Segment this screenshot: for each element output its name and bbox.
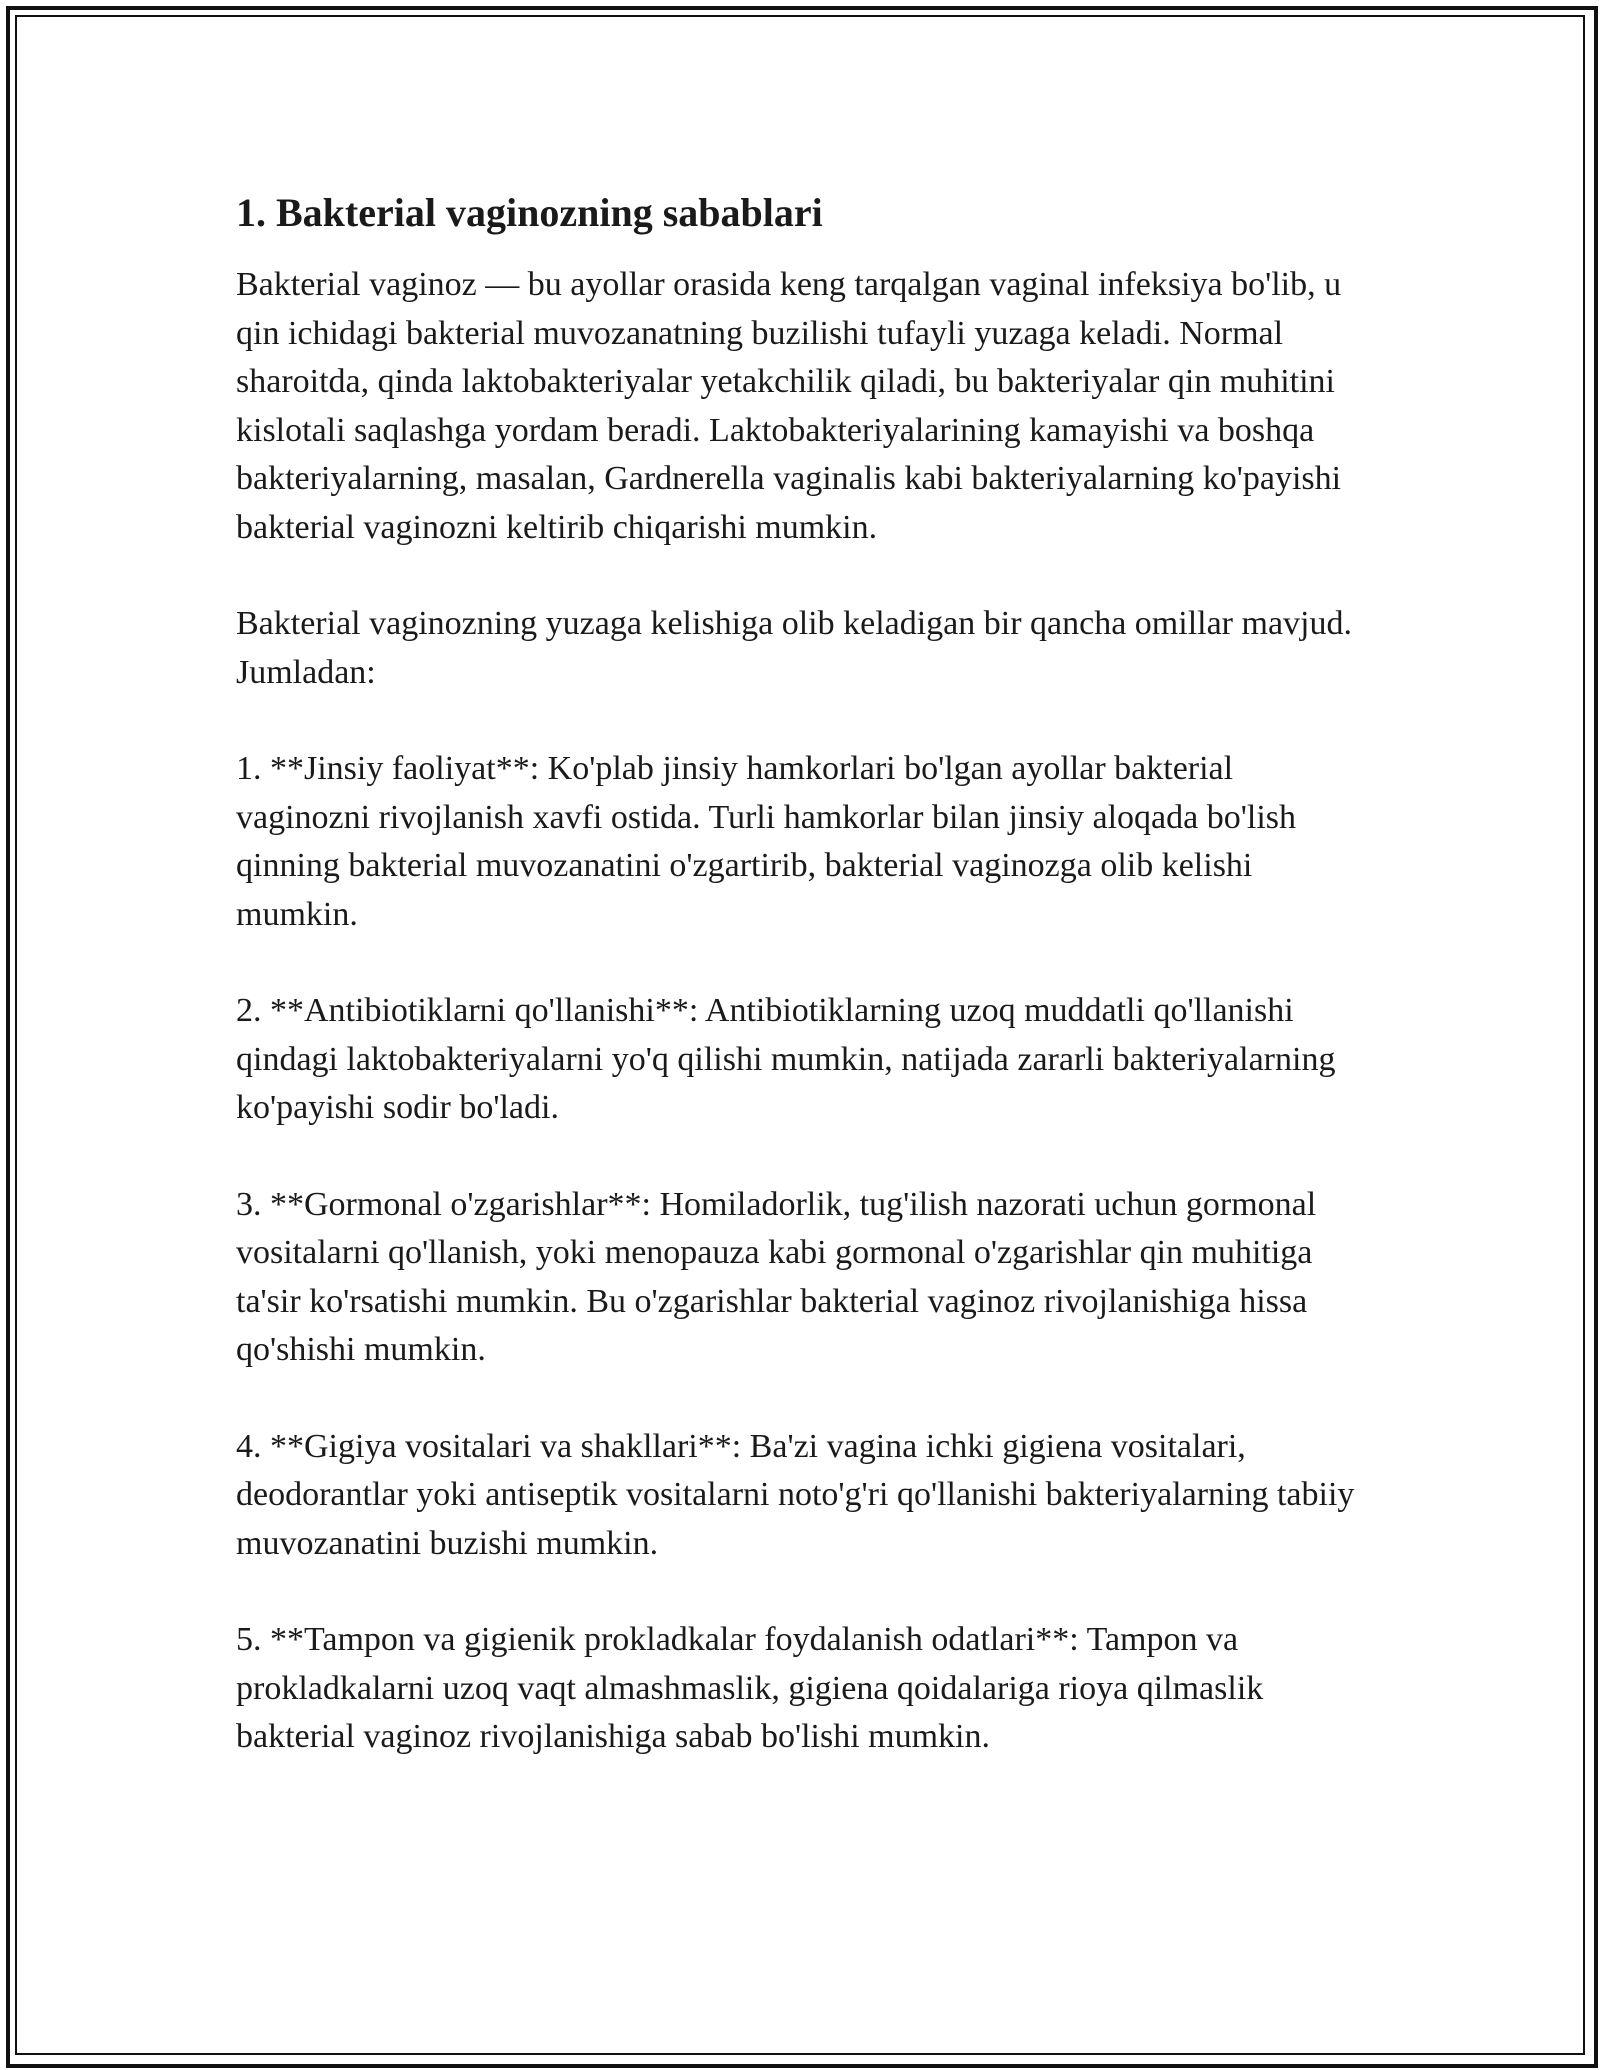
list-item-sexual-activity: 1. **Jinsiy faoliyat**: Ko'plab jinsiy hamkorlari bo'lgan ayollar bakterial vaginozni rivojlanish xavfi ostida. Turli hamkorlar bilan jinsiy aloqada bo'lish qinning bakterial muvozanatini o'zgartirib, bakterial vaginozga olib kelishi mumkin. [236,750,1296,933]
list-item-hygiene-products: 4. **Gigiya vositalari va shakllari**: Ba'zi vagina ichki gigiena vositalari, deodorantlar yoki antiseptik vositalarni noto'g'ri qo'llanishi bakteriyalarning tabiiy muvozanatini buzishi mumkin. [236,1427,1355,1562]
document-body [236,185,1366,1762]
list-item-tampon-habits: 5. **Tampon va gigienik prokladkalar foydalanish odatlari**: Tampon va prokladkalarni uzoq vaqt almashmaslik, gigiena qoidalariga rioya qilmaslik bakterial vaginoz rivojlanishiga sabab bo'lishi mumkin. [236,1621,1264,1755]
paragraph-intro: Bakterial vaginoz — bu ayollar orasida keng tarqalgan vaginal infeksiya bo'lib, u qin ichidagi bakterial muvozanatning buzilishi tufayli yuzaga keladi. Normal sharoitda, qinda laktobakteriyalar yetakchilik qiladi, bu bakteriyalar qin muhitini kislotali saqlashga yordam beradi. Laktobakteriyalarining kamayishi va boshqa bakteriyalarning, masalan, Gardnerella vaginalis kabi bakteriyalarning ko'payishi bakterial vaginozni keltirib chiqarishi mumkin. [236,266,1342,546]
list-item-hormonal-changes: 3. **Gormonal o'zgarishlar**: Homiladorlik, tug'ilish nazorati uchun gormonal vositalarni qo'llanish, yoki menopauza kabi gormonal o'zgarishlar qin muhitiga ta'sir ko'rsatishi mumkin. Bu o'zgarishlar bakterial vaginoz rivojlanishiga hissa qo'shishi mumkin. [236,1185,1317,1368]
list-item-antibiotics: 2. **Antibiotiklarni qo'llanishi**: Antibiotiklarning uzoq muddatli qo'llanishi qindagi laktobakteriyalarni yo'q qilishi mumkin, natijada zararli bakteriyalarning ko'payishi sodir bo'ladi. [236,992,1336,1126]
section-heading: 1. Bakterial vaginozning sabablari [236,190,823,235]
paragraph-factors-lead: Bakterial vaginozning yuzaga kelishiga olib keladigan bir qancha omillar mavjud. Jumladan: [236,605,1352,691]
